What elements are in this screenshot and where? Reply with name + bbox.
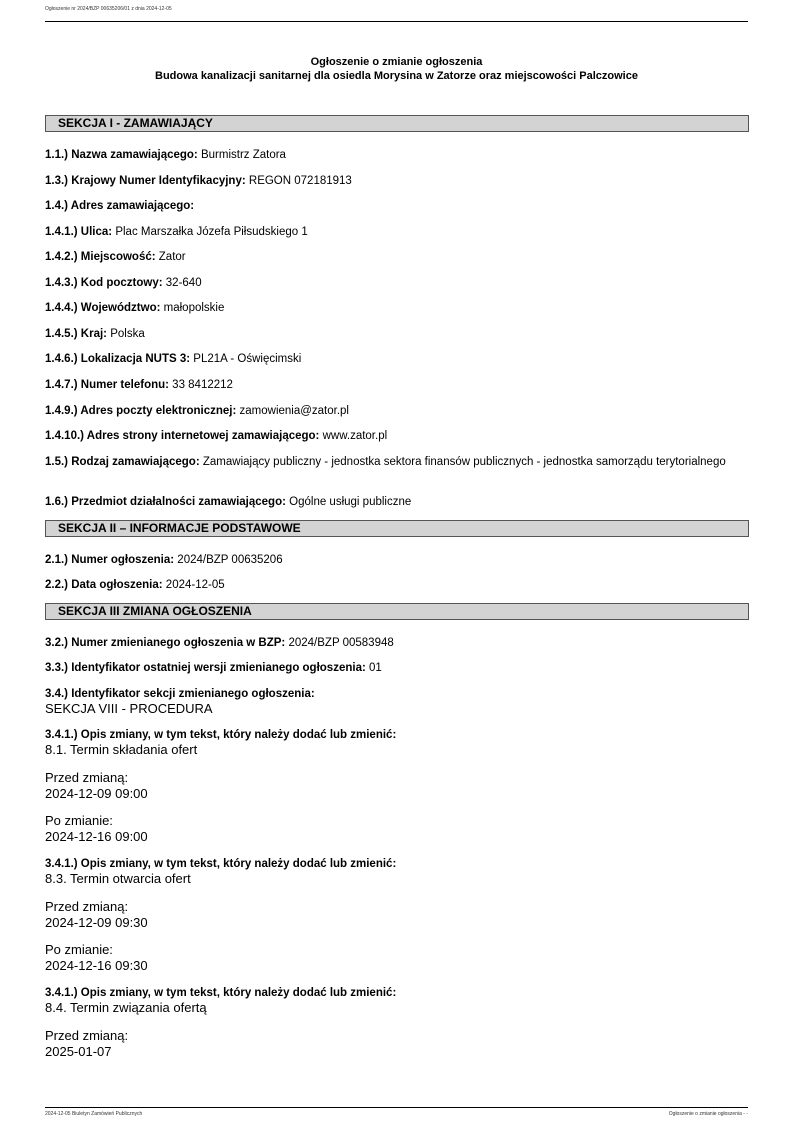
field-1-4-4: 1.4.4.) Województwo: małopolskie [45,302,225,314]
field-1-4-3: 1.4.3.) Kod pocztowy: 32-640 [45,277,202,289]
change-3-item: 8.4. Termin związania ofertą [45,1000,207,1015]
change-2-item: 8.3. Termin otwarcia ofert [45,871,191,886]
change-2-label: 3.4.1.) Opis zmiany, w tym tekst, który należy dodać lub zmienić: [45,858,397,870]
section-2-header: SEKCJA II – INFORMACJE PODSTAWOWE [45,520,749,537]
doc-title: Ogłoszenie o zmianie ogłoszenia [310,56,483,68]
change-1-item: 8.1. Termin składania ofert [45,742,198,757]
change-3-before-value: 2025-01-07 [45,1044,112,1059]
field-2-2: 2.2.) Data ogłoszenia: 2024-12-05 [45,579,225,591]
field-1-4-10: 1.4.10.) Adres strony internetowej zamawiającego: www.zator.pl [45,430,388,442]
field-2-1: 2.1.) Numer ogłoszenia: 2024/BZP 00635206 [45,554,283,566]
field-3-4-value: SEKCJA VIII - PROCEDURA [45,701,213,716]
change-3-label: 3.4.1.) Opis zmiany, w tym tekst, który należy dodać lub zmienić: [45,987,397,999]
doc-subtitle: Budowa kanalizacji sanitarnej dla osiedla Morysina w Zatorze oraz miejscowości Palczowice [155,70,638,82]
change-2-after-value: 2024-12-16 09:30 [45,958,148,973]
change-2-before-label: Przed zmianą: [45,899,129,914]
footer-left: 2024-12-05 Biuletyn Zamówień Publicznych [45,1111,143,1117]
change-3-before-label: Przed zmianą: [45,1028,129,1043]
change-2-before-value: 2024-12-09 09:30 [45,915,148,930]
field-1-1: 1.1.) Nazwa zamawiającego: Burmistrz Zatora [45,149,286,161]
change-2-after-label: Po zmianie: [45,942,113,957]
page-footer [45,1107,748,1117]
section-3-header: SEKCJA III ZMIANA OGŁOSZENIA [45,603,749,620]
change-1-after-label: Po zmianie: [45,813,113,828]
field-3-3: 3.3.) Identyfikator ostatniej wersji zmienianego ogłoszenia: 01 [45,662,382,674]
field-1-4-1: 1.4.1.) Ulica: Plac Marszałka Józefa Piłsudskiego 1 [45,226,308,238]
field-3-2: 3.2.) Numer zmienianego ogłoszenia w BZP: 2024/BZP 00583948 [45,637,394,649]
footer-right: Ogłoszenie o zmianie ogłoszenia - - [668,1111,748,1117]
field-1-4-7: 1.4.7.) Numer telefonu: 33 8412212 [45,379,233,391]
field-1-4-6: 1.4.6.) Lokalizacja NUTS 3: PL21A - Oświęcimski [45,353,302,365]
page-header: Ogłoszenie nr 2024/BZP 00635206/01 z dnia 2024-12-05 [45,6,748,22]
field-3-4-label: 3.4.) Identyfikator sekcji zmienianego ogłoszenia: [45,688,315,700]
change-1-after-value: 2024-12-16 09:00 [45,829,148,844]
field-1-4-5: 1.4.5.) Kraj: Polska [45,328,145,340]
field-1-3: 1.3.) Krajowy Numer Identyfikacyjny: REGON 072181913 [45,175,352,187]
change-1-before-value: 2024-12-09 09:00 [45,786,148,801]
field-1-4-2: 1.4.2.) Miejscowość: Zator [45,251,186,263]
field-1-5: 1.5.) Rodzaj zamawiającego: Zamawiający publiczny - jednostka sektora finansów publicznych - jednostka samorządu terytorialnego [45,456,726,468]
section-1-header: SEKCJA I - ZAMAWIAJĄCY [45,115,749,132]
field-1-4-9: 1.4.9.) Adres poczty elektronicznej: zamowienia@zator.pl [45,405,349,417]
change-1-before-label: Przed zmianą: [45,770,129,785]
field-1-4: 1.4.) Adres zamawiającego: [45,200,195,212]
change-1-label: 3.4.1.) Opis zmiany, w tym tekst, który należy dodać lub zmienić: [45,729,397,741]
field-1-6: 1.6.) Przedmiot działalności zamawiającego: Ogólne usługi publiczne [45,496,412,508]
